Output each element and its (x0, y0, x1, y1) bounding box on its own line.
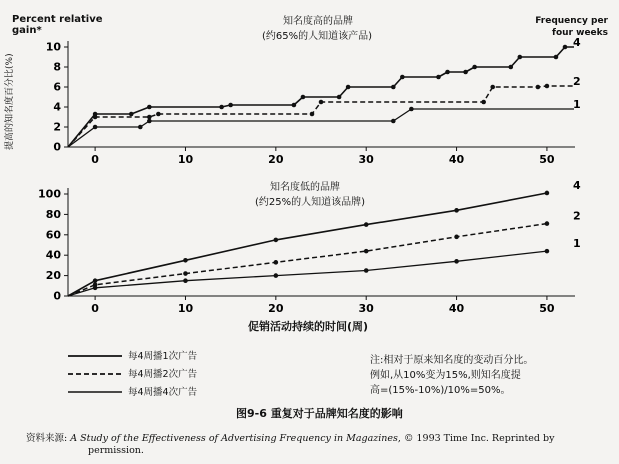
source-line (26, 430, 554, 444)
top-series-point-4 (436, 75, 441, 80)
bottom-x-tick-label: 50 (539, 302, 555, 315)
bottom-series-label-1: 1 (573, 237, 581, 251)
top-series-line-4 (68, 47, 574, 147)
note-line-1: 注:相对于原来知名度的变动百分比。 (370, 355, 534, 366)
top-series-label-4: 4 (573, 36, 581, 49)
top-series-point-2 (147, 115, 152, 120)
top-series-point-4 (400, 75, 405, 80)
bottom-x-tick-label: 10 (177, 302, 194, 315)
top-series-point-4 (301, 95, 306, 100)
bottom-chart-title: 知名度低的品牌 (270, 182, 340, 193)
bottom-series-point-4 (274, 238, 279, 243)
top-series-point-1 (409, 107, 414, 112)
top-series-point-4 (228, 103, 233, 108)
top-y-tick-label: 4 (53, 100, 61, 114)
top-series-point-4 (554, 55, 559, 60)
bottom-y-tick-label: 40 (45, 248, 61, 262)
top-x-tick-label: 20 (268, 153, 284, 166)
bottom-series-point-2 (364, 249, 369, 254)
bottom-series-point-4 (183, 258, 188, 263)
top-chart-title: 知名度高的品牌 (283, 16, 353, 27)
bottom-chart-subtitle: (约25%的人知道该品牌) (255, 197, 366, 208)
top-series-point-1 (391, 119, 396, 124)
top-series-point-4 (518, 55, 523, 60)
bottom-series-point-4 (93, 278, 98, 283)
bottom-y-tick-label: 60 (45, 228, 61, 242)
bottom-series-point-1 (454, 259, 459, 264)
top-series-line-1 (68, 109, 574, 147)
top-series-point-4 (337, 95, 342, 100)
note-line-2: 例如,从10%变为15%,则知名度提 (370, 370, 521, 381)
top-y-tick-label: 2 (53, 120, 61, 134)
top-series-point-4 (219, 105, 224, 110)
bottom-series-point-1 (274, 273, 279, 278)
bottom-xlabel: 促销活动持续的时间(周) (248, 320, 369, 333)
bottom-series-point-1 (183, 278, 188, 283)
top-series-line-2 (68, 86, 574, 147)
bottom-series-point-4 (454, 208, 459, 213)
bottom-series-point-1 (364, 268, 369, 273)
source-tail: , © 1993 Time Inc. Reprinted by (397, 433, 555, 444)
note-line-3: 高=(15%-10%)/10%=50%。 (370, 385, 511, 396)
source-title: A Study of the Effectiveness of Advertising Frequency in Magazines (70, 433, 398, 444)
top-x-tick-label: 10 (177, 153, 194, 166)
top-y-tick-label: 8 (53, 60, 61, 74)
bottom-y-tick-label: 100 (38, 187, 61, 201)
top-series-point-4 (472, 65, 477, 70)
top-series-point-1 (93, 125, 98, 130)
top-x-tick-label: 40 (448, 153, 465, 166)
bottom-y-tick-label: 0 (53, 289, 61, 303)
top-x-tick-label: 30 (358, 153, 374, 166)
bottom-y-tick-label: 80 (45, 207, 61, 221)
top-ylabel-cn: 提高的知名度百分比(%) (5, 53, 15, 150)
source-label: 资料来源: (26, 433, 68, 444)
top-series-point-4 (147, 105, 152, 110)
top-series-point-4 (129, 112, 134, 117)
bottom-series-point-2 (454, 235, 459, 240)
top-series-point-2 (545, 84, 550, 89)
bottom-series-point-1 (93, 286, 98, 291)
top-series-label-1: 1 (573, 98, 581, 111)
figure-caption: 图9-6 重复对于品牌知名度的影响 (236, 407, 403, 420)
bottom-series-point-2 (545, 221, 550, 226)
legend-label-1: 每4周播1次广告 (128, 351, 198, 362)
top-series-point-2 (319, 100, 324, 105)
top-series-point-2 (93, 115, 98, 120)
top-series-point-4 (463, 70, 468, 75)
bottom-x-tick-label: 20 (268, 302, 284, 315)
top-series-point-4 (563, 45, 568, 50)
top-chart-subtitle: (约65%的人知道该产品) (262, 31, 373, 42)
bottom-series-point-4 (364, 222, 369, 227)
bottom-series-point-2 (183, 271, 188, 276)
top-series-point-4 (508, 65, 513, 70)
bottom-y-tick-label: 20 (45, 269, 61, 283)
bottom-x-tick-label: 40 (448, 302, 465, 315)
legend-label-3: 每4周播4次广告 (128, 387, 198, 398)
top-series-point-2 (156, 112, 161, 117)
bottom-series-point-4 (545, 191, 550, 196)
top-series-point-4 (391, 85, 396, 90)
legend-label-2: 每4周播2次广告 (128, 369, 198, 380)
top-ylabel-en: Percent relative gain* (12, 14, 103, 36)
top-y-tick-label: 10 (45, 40, 61, 54)
top-series-point-4 (346, 85, 351, 90)
top-series-point-4 (292, 103, 297, 108)
bottom-series-point-1 (545, 249, 550, 254)
bottom-series-label-2: 2 (573, 209, 581, 223)
top-series-point-4 (445, 70, 450, 75)
top-series-point-1 (147, 119, 152, 124)
top-series-point-1 (138, 125, 143, 130)
bottom-series-point-2 (274, 260, 279, 265)
legend-title: Frequency per four weeks (535, 16, 608, 38)
bottom-x-tick-label: 30 (358, 302, 374, 315)
top-x-tick-label: 0 (91, 153, 99, 166)
top-series-point-2 (490, 85, 495, 90)
bottom-series-line-4 (68, 193, 547, 296)
top-x-tick-label: 50 (539, 153, 555, 166)
top-series-point-2 (481, 100, 486, 105)
source-line-2: permission. (88, 445, 144, 456)
top-series-point-2 (310, 112, 315, 117)
top-series-point-2 (536, 85, 541, 90)
top-series-label-2: 2 (573, 75, 581, 88)
top-y-tick-label: 6 (53, 80, 61, 94)
bottom-x-tick-label: 0 (91, 302, 99, 315)
top-y-tick-label: 0 (53, 140, 61, 154)
bottom-series-label-4: 4 (573, 178, 581, 192)
